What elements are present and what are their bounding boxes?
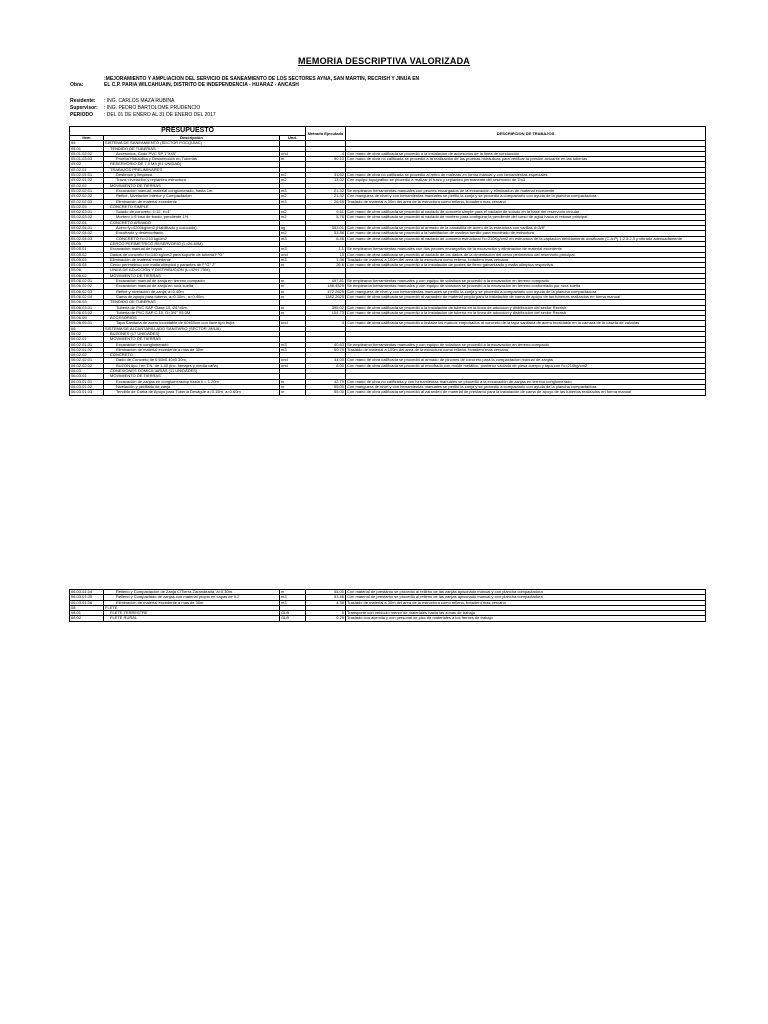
row-item: 05.02.04.03 [70,236,104,241]
row-description: CERCO PERIMETRICO RESERVORIO (L=26.60M) [104,241,280,246]
row-trabajo: Traslado con acemila y con personal de pisc de materiales a los frentes de trabajo [346,616,706,621]
row-description: ACCESORIOS [104,316,280,321]
row-unit: m [280,590,306,595]
row-description: Acero fy=4200kg/cm2 (Habilitado y colocado). [104,226,280,231]
row-description: Relleno y Compactación de Zanja C/Tierra Zarandeada, a=0.30m [104,590,280,595]
row-description: Eliminación de material excedente a mas de 30m [104,347,280,352]
row-metrado: 21.32 [306,188,346,193]
row-item: 06.02.01.02 [70,347,104,352]
row-unit: m3 [280,342,306,347]
row-trabajo: Con manguera de nivel y con herramientas manuales se perfiló la zanja y se procedió a compactarlo con ayuda de la plancha compactadora [346,289,706,294]
row-item: 06.02.02.01 [70,358,104,363]
row-item: 06.02.02.02 [70,363,104,368]
row-description: Dado de Concreto de 0.60x0.40x0.30m, [104,358,280,363]
row-description: Eliminación de material excedente a mas de 30m [104,600,280,605]
row-trabajo: Con manguera de nivel y con herramientas manuales se perfiló la zanja y se procedió a compactarlo con ayuda de la plancha compactadora [346,194,706,199]
row-item: 05.06 [70,268,104,273]
row-description: CONCRETO ARMADO [104,220,280,225]
row-metrado: 0 [306,611,346,616]
row-description: CONCRETO f'c=210 kg/cm2 [104,236,280,241]
row-item: 05.02.04 [70,220,104,225]
row-unit: m2 [280,215,306,220]
row-item: 06.03 [70,369,104,374]
row-metrado: 90.10 [306,157,346,162]
row-unit: m [280,310,306,315]
supervisor-value: : ING. PEDRO BARTOLOME PRUDENCIO [104,105,201,111]
row-unit: m3 [280,257,306,262]
row-unit: m2 [280,210,306,215]
row-item: 05.02.02.03 [70,199,104,204]
row-unit: m3 [280,347,306,352]
row-item: 05.02.02.01 [70,188,104,193]
row-item: 08.02 [70,616,104,621]
row-item: 06.02.01.01 [70,342,104,347]
row-description: MOVIMIENTO DE TIERRAS [104,337,280,342]
row-description: BUZONES (17 UNIDADES) [104,331,280,336]
row-description: CONEXIONES DOMICILIARIAS (11 UNIDADES) [104,369,280,374]
row-description: FLETE [104,605,280,610]
row-trabajo: Con mano de obra calificada se procedió al vaciado de concreto simple para el vaciado de solado en la base del reservorio circular [346,210,706,215]
row-trabajo: Con manguera de nivel y con herramientas manuales se perfiló la zanja y se procedió a compactarlo con ayuda de la plancha compactadora [346,384,706,389]
row-description: MOVIMIENTO DE TIERRAS [104,273,280,278]
row-metrado: 1.1 [306,247,346,252]
row-description: TENDIDO DE TUBERIAS [104,146,280,151]
row-trabajo: Con mano de obra no calificada se procedió a la realización de las pruebas hidráulicas para verificar la presión actuante en las tuberías [346,157,706,162]
row-item: 06.03.01.05 [70,595,104,600]
row-metrado: 4.38 [306,600,346,605]
row-metrado: 40.63 [306,342,346,347]
row-description: BUZON tipo I en T.N. de 1.40 (inc. tamajes y media caña) [104,363,280,368]
table-row [70,616,706,621]
row-unit: m [280,289,306,294]
row-item: 05.06.03 [70,300,104,305]
row-trabajo: Se emplearon herramientas manuales con peones encargados de la excavación y eliminacion de material excedente [346,188,706,193]
col-und: Und. [280,136,306,141]
row-item: 06.03.01.03 [70,390,104,395]
row-trabajo: Con mano de obra calificada se procedió a la instalación de postes de fierro galvanizado y malla olimpica respectiva [346,263,706,268]
row-item: 05.02.04.02 [70,231,104,236]
row-metrado: 497.81 [306,279,346,284]
row-unit: m [280,279,306,284]
row-description: Relleno y Compactado de zanjas con material propio en capas de 0.2 [104,595,280,600]
table-row [70,390,706,395]
col-desc: Descripción [104,136,280,141]
row-item: 05.05.02 [70,252,104,257]
table-row [70,294,706,299]
row-unit: GLB [280,611,306,616]
row-description: Encofrado y desencofrado. [104,231,280,236]
budget-rows [70,141,706,395]
row-unit: kg [280,226,306,231]
row-metrado: 50.79 [306,347,346,352]
budget-table-continued [69,589,705,622]
row-item: 05.06.02.04 [70,294,104,299]
row-item: 06.03.01.06 [70,600,104,605]
row-metrado: 53.46 [306,595,346,600]
row-item: 05.02.03.01 [70,210,104,215]
row-unit: m [280,157,306,162]
row-unit: m2 [280,231,306,236]
row-description: Desbroce y limpieza. [104,173,280,178]
col-item: Item [70,136,104,141]
row-trabajo: Con mano de obra calificada se procedió al vaciado de mortero para configurar la pendiente del curso de agua hacia el rebose principal [346,215,706,220]
row-item: 05.02.03 [70,204,104,209]
row-unit: und [280,252,306,257]
row-metrado: 15 [306,252,346,257]
row-trabajo: Traslado de material a 30m del area de la estructura como relleno, botadero mas cercano [346,600,706,605]
row-description: Excavación de zanjas en conglomeradop hasta h = 1.20m [104,379,280,384]
row-item: 05.02.04.01 [70,226,104,231]
row-unit: m2 [280,178,306,183]
row-description: Refine, Nivelación Interior y Compactacion [104,194,280,199]
row-item: 06.02.02 [70,353,104,358]
row-trabajo: Con mano de obra calificada se procedió al zarandeo de material propio para la instalación de cama de apoyo de las tuberías realizados en forma manual [346,294,706,299]
row-item: 05 [70,141,104,146]
row-description: FLETE TERRESTRE [104,611,280,616]
row-unit: m3 [280,199,306,204]
row-trabajo: Con mano de obra calificada se procedió al armado de la canastilla de acero de la estructura con varillas d=3/8" [346,226,706,231]
row-item: 05.01.03.03 [70,157,104,162]
row-description: Tapa Sanitaria de acero inoxidable de 60x60cm con llave tipo bujía [104,321,280,326]
row-description: CONCRETO [104,353,280,358]
row-description: Nivelación y perfilado de zanja [104,384,280,389]
row-item: 06.02.01 [70,337,104,342]
row-trabajo: Con mano de obra calificada se procedió a la instalación de tubería en la línea de aducción y distribución del sector Recrish [346,305,706,310]
row-item: 05.02.01.01 [70,173,104,178]
row-metrado: 26.65 [306,199,346,204]
row-metrado: 4 [306,321,346,326]
table-row [70,321,706,326]
row-trabajo: Traslado de material a 30m del area de la estructura como relleno, botadero mas cercano [346,199,706,204]
residente-label: Residente: [70,98,96,104]
row-metrado: 1.38 [306,257,346,262]
row-unit: m [280,294,306,299]
row-unit: m2 [280,194,306,199]
row-description: Eliminación de material excedente [104,199,280,204]
row-description: Solado de concreto: 1:12, e=4" [104,210,280,215]
periodo-value: : DEL 01 DE ENERO AL 31 DE ENERO DEL 2017 [104,112,216,118]
row-description: TRABAJOS PRELIMINARES [104,167,280,172]
row-item: 05.01 [70,146,104,151]
row-trabajo: Con equipo topográfico se procedió a realizar el trazo y replanteo permanente del reservorio de 7m3 [346,178,706,183]
row-description: Eliminación de material excedente [104,257,280,262]
row-trabajo: Con mano de obra calificada se procedió a instalar los marcos empotrados al concreto de la tapa sanitaria de acero inoxidable en la camara de la caseta de valvulas [346,321,706,326]
row-trabajo: Con mano de obra calificada se procedió al zarandeo de material de prestamo para la instalación de cama de apoyo de las tuberías realizados en forma manual [346,390,706,395]
row-description: Cama de apoyo para tuberia, a=0.10m., a=0.40m. [104,294,280,299]
obra-label: Obra: [70,82,84,88]
row-item: 05.01.03.02 [70,151,104,156]
row-metrado: 5.76 [306,215,346,220]
row-item: 05.02.01.02 [70,178,104,183]
row-trabajo: Con mano de obra calificada se procedió a la habilitacion de madera tornillo para encofrado de estructura [346,231,706,236]
row-description: CONCRETO SIMPLE [104,204,280,209]
row-trabajo: Con mano de obra no calificada y con herramientas manuales se procedió a la excavación de zanjas en terreno conglomerado [346,379,706,384]
row-metrado: 0.25 [306,616,346,621]
row-unit: m3 [280,247,306,252]
row-description: Refine y nivelación de zanja, a=0.40m [104,289,280,294]
row-metrado: 13.02 [306,178,346,183]
row-item: 06.02 [70,331,104,336]
row-description: SISTEMA DE ALCANTARILLADO SANITARIO (SECTOR JINUA) [104,326,280,331]
row-item: 05.02.02.02 [70,194,104,199]
row-trabajo: Con mano de obra calificada se procedió al vaciado de concreto estructural f'c=210Kg/cm2 en estructura de la captación debidamente dosificado (C:A:P) 1:2.5:2.5 y vibrado adecuadamente [346,236,706,241]
row-item: 05.06.05.01 [70,321,104,326]
row-trabajo: Con mano de obra calificada se procedió al vaciado de los dados de la cimentacion del cerco perimetrico del reservorio principal [346,252,706,257]
row-item: 06.03.01.04 [70,590,104,595]
row-unit: m [280,305,306,310]
row-metrado: 4 [306,151,346,156]
row-item: 06.03.01.02 [70,384,104,389]
row-unit: m [280,284,306,289]
supervisor-label: Supervisor: [70,105,98,111]
row-unit: m [280,390,306,395]
row-metrado: 1382.2625 [306,294,346,299]
row-item: 05.02 [70,162,104,167]
row-item: 05.02.02 [70,183,104,188]
row-item: 05.02.01 [70,167,104,172]
row-trabajo: Transporte con vehiculo menor de materiales hasta las zonas de trabajo [346,611,706,616]
row-item: 06 [70,326,104,331]
row-item: 08 [70,605,104,610]
row-description: Excavacion manual, material conglomerado, hasta 1m. [104,188,280,193]
row-metrado: 6.46 [306,236,346,241]
row-description: RESERVORIO DE 7.0 M3 (01 UNIDAD) [104,162,280,167]
row-description: Excavacion en conglomerado [104,342,280,347]
presupuesto-heading: PRESUPUESTO [70,127,306,136]
row-metrado: 55.00 [306,390,346,395]
row-description: Excavacion manual de zanja en roca suelta [104,284,280,289]
row-unit: m3 [280,595,306,600]
row-item: 05.06.02.02 [70,284,104,289]
row-item: 05.06.02 [70,273,104,278]
row-trabajo: Con mano de obra no calificada se procedió al retiro de malezas en forma manual y con herramientas especiales [346,173,706,178]
row-metrado: 9.61 [306,210,346,215]
row-item: 05.06.02.03 [70,289,104,294]
row-trabajo: Con mano de obra calificada se procedió a la instalación de tubería en la línea de aducción y distribución del sector Recrish [346,310,706,315]
row-description: LINEA DE ADUCCION Y DISTRIBUCION (L=4297.75M) [104,268,280,273]
obra-value: :MEJORAMIENTO Y AMPLIACION DEL SERVICIO DE SANEAMIENTO DE LOS SECTORES AYNA, SAN MARTIN, RECRISH Y JINUA EN EL C.P. PARIA WILCAHUAIN, DISTRITO DE INDEPENDENCIA - HUARAZ - ANCASH [104,76,420,88]
row-trabajo: Con mano de obra calificada se procedió a la instalacion de accesorios de la linea de conducción [346,151,706,156]
row-description: Mortero 1:5 losa de fondo, pendiente 1% [104,215,280,220]
row-unit: m3 [280,600,306,605]
row-metrado: 353.01 [306,226,346,231]
row-unit: m3 [280,236,306,241]
table-row [70,236,706,241]
row-item: 06.03.01 [70,374,104,379]
row-item: 05.05 [70,241,104,246]
budget-table-main [69,126,705,396]
row-item: 05.06.05 [70,316,104,321]
row-description: MOVIMIENTO DE TIERRAS [104,374,280,379]
row-item: 08.01 [70,611,104,616]
row-item: 05.05.04 [70,263,104,268]
row-description: Cerco perimétrico con malla olímpica y parantes de F°G° 2" [104,263,280,268]
row-trabajo: Con mano de obra calificada se procedió al encofrado con molde metálico, posterior vaciado de piesa cuerpo y tapa con f'c=210kg/cm2 [346,363,706,368]
row-description: Tuberia de PVC SAP C-10, D=3/4" X5.0M [104,310,280,315]
periodo-label: PERIODO [70,112,94,118]
budget-rows-continued [70,590,706,622]
row-trabajo: Traslado de material a 100m del area de la estructura como relleno, botadero mas cercano [346,257,706,262]
row-description: TENDIDO DE TUBERIAS [104,300,280,305]
row-item: 06.03.01.01 [70,379,104,384]
row-description: Dados de concreto f'c=140 kg/cm2 para soporte de tuberia F°G° [104,252,280,257]
row-metrado: 186.4525 [306,284,346,289]
row-metrado: 104.73 [306,310,346,315]
row-trabajo: Traslado de material a 100m del area de la estructura como relleno, botadero mas cercano [346,347,706,352]
row-trabajo: Con material de prestamo se procedió al relleno de las zanjas apisonado manual y con plancha compactadora [346,595,706,600]
col-metrado: Metrado Ejecutado [306,127,346,141]
row-unit: m [280,384,306,389]
row-description: MOVIMIENTO DE TIERRAS [104,183,280,188]
row-unit: GLB [280,616,306,621]
row-description: Excavación manual de hoyos [104,247,280,252]
row-unit: m3 [280,188,306,193]
row-description: Excavacion manual de zanja en terreno compacto [104,279,280,284]
row-unit: und [280,363,306,368]
page-title: MEMORIA DESCRIPTIVA VALORIZADA [298,56,470,66]
row-metrado: 21.32 [306,194,346,199]
row-description: Tendido de Cama de Apoyo para Tubería Desagüe a=0.15m, a=0.60m [104,390,280,395]
row-metrado: 55.00 [306,590,346,595]
row-description: FLETE RURAL [104,616,280,621]
row-description: Prueba Hidraulica y Desinfección en Tuberias [104,157,280,162]
row-unit: m [280,379,306,384]
row-unit: und [280,151,306,156]
row-item: 05.05.03 [70,257,104,262]
row-trabajo: Se emplearon herramientas manuales con dos peones encargados de la excavación y eliminacion de material excedente [346,247,706,252]
row-item: 05.06.02.01 [70,279,104,284]
row-trabajo: Se emplearon herramientas manuales y con equipo de voladura se procedió a la excavacion en terreno compacto [346,279,706,284]
row-metrado: 472.2625 [306,289,346,294]
row-unit: m2 [280,173,306,178]
row-metrado: 26.6 [306,263,346,268]
row-unit: und [280,358,306,363]
row-trabajo: Con mano de obra calificada se procedió al armado de pinones de concreto para la compactacion manual de zanjas [346,358,706,363]
row-metrado: 55.00 [306,384,346,389]
row-description: Accesorios, Codo PVC SP 1"X45° [104,151,280,156]
row-item: 05.05.01 [70,247,104,252]
row-description: SISTEMA DE SANEAMIENTO (SECTOR POCQUIAC) [104,141,280,146]
row-item: 05.02.03.02 [70,215,104,220]
row-metrado: 8.00 [306,363,346,368]
row-unit: und [280,321,306,326]
row-item: 05.06.03.01 [70,305,104,310]
row-trabajo: Con material de prestamo se procedió al relleno de las zanjas apisonado manual y con plancha compactadora [346,590,706,595]
residente-value: : ING. CARLOS MAZA RUBINA [104,98,175,104]
row-trabajo: Se emplearon herramientas manuales y con equipo de voladura se procedió a la excavacion en terreno conformado por roca suelta [346,284,706,289]
row-metrado: 42.79 [306,379,346,384]
row-metrado: 31.62 [306,173,346,178]
row-item: 05.06.03.02 [70,310,104,315]
row-metrado: 395.02 [306,305,346,310]
row-trabajo: Se emplearon herramientas manuales y con equipo de voladura se procedió a la excavacion en terreno compacto [346,342,706,347]
row-unit: m [280,263,306,268]
row-description: Tuberia de PVC SAP Clase 10, Ø1"x5m. [104,305,280,310]
row-metrado: 44.00 [306,358,346,363]
row-metrado: 53.88 [306,231,346,236]
col-trabajos: DESCRIPCION DE TRABAJOS [346,127,706,141]
row-description: Trazo, nivelación y replanteo estructura. [104,178,280,183]
